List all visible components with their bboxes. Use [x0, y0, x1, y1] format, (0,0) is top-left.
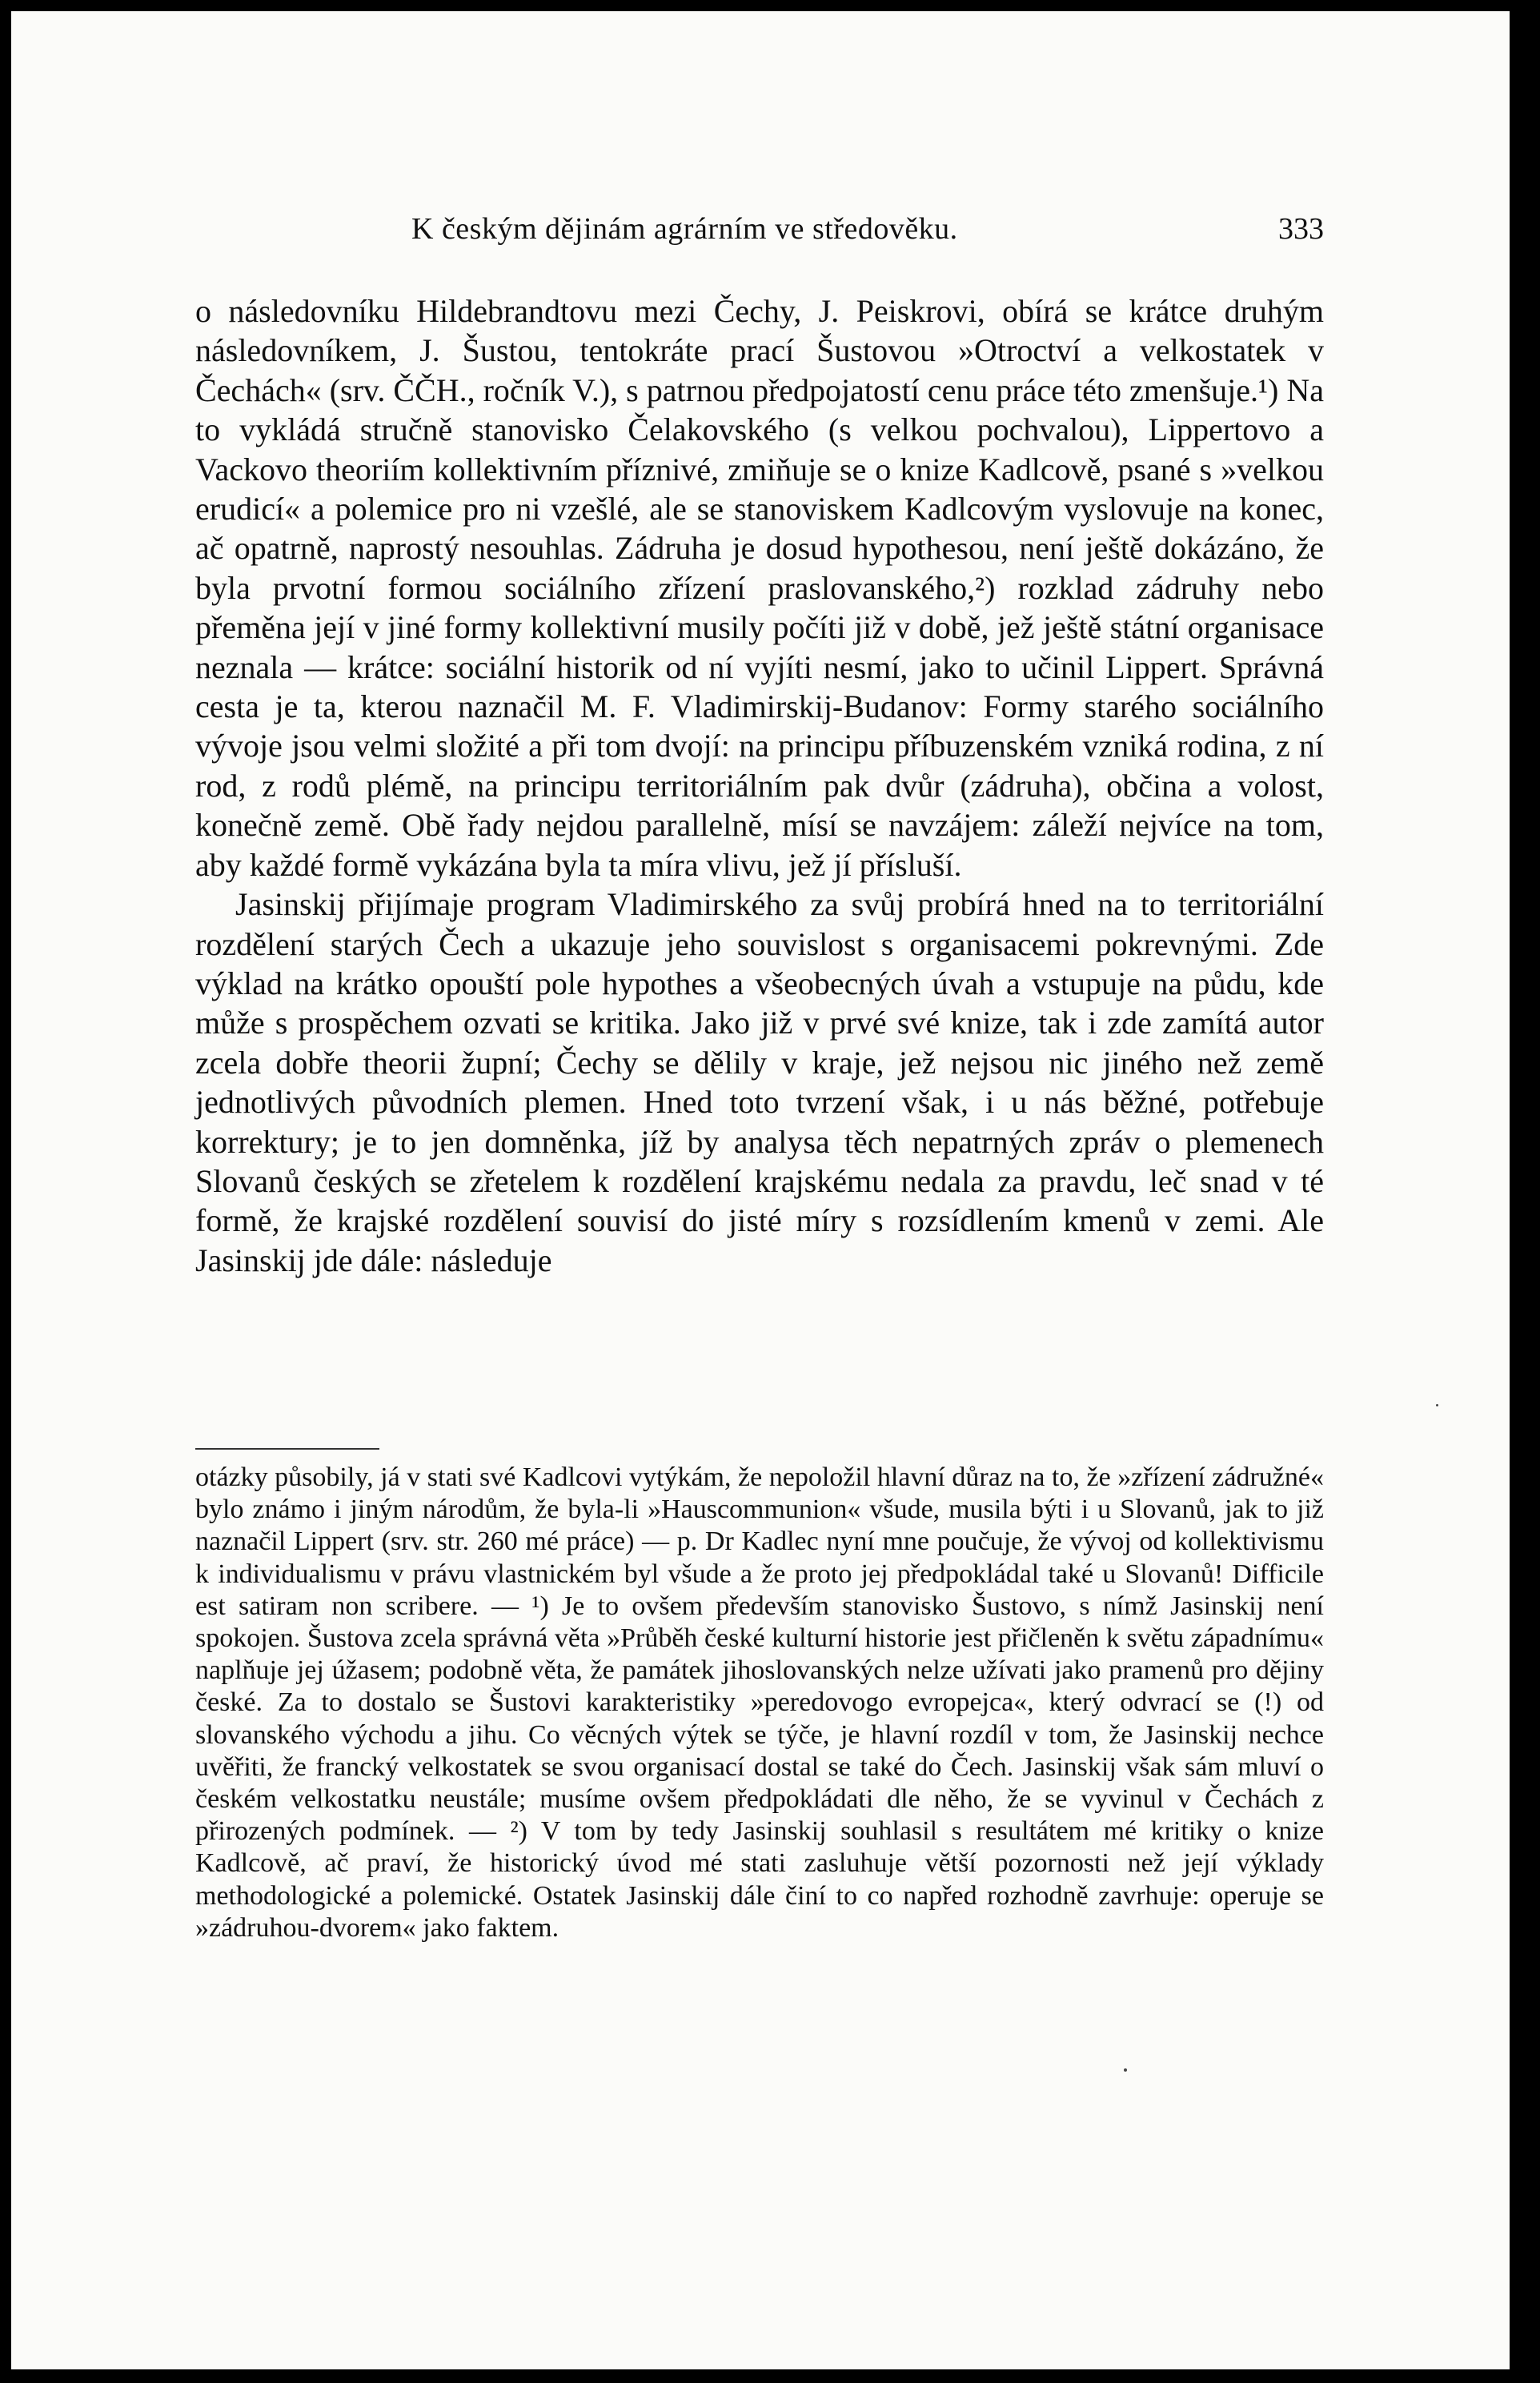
footnote-separator: [195, 1448, 379, 1450]
scanned-page: [11, 11, 1510, 2369]
paragraph-1: o následovníku Hildebrandtovu mezi Čechy, J. Peiskrovi, obírá se krátce druhým následovníkem, J. Šustou, tentokráte prací Šustovou »Otroctví a velkostatek v Čechách« (srv. ČČH., ročník V.), s patrnou předpojatostí cenu práce této zmenšuje.¹) Na to vykládá stručně stanovisko Čelakovského (s velkou pochvalou), Lippertovo a Vackovo theoriím kollektivním příznivé, zmiňuje se o knize Kadlcově, psané s »velkou erudicí« a polemice pro ni vzešlé, ale se stanoviskem Kadlcovým vyslovuje na konec, ač opatrně, naprostý nesouhlas. Zádruha je dosud hypothesou, není ještě dokázáno, že byla prvotní formou sociálního zřízení praslovanského,²) rozklad zádruhy nebo přeměna její v jiné formy kollektivní musily počíti již v době, jež ještě státní organisace neznala — krátce: sociální historik od ní vyjíti nesmí, jako to učinil Lippert. Správná cesta je ta, kterou naznačil M. F. Vladimirskij-Budanov: Formy starého sociálního vývoje jsou velmi složité a při tom dvojí: na principu příbuzenském vzniká rodina, z ní rod, z rodů plémě, na principu territoriálním pak dvůr (zádruha), občina a volost, konečně země. Obě řady nejdou parallelně, mísí se navzájem: záleží nejvíce na tom, aby každé formě vykázána byla ta míra vlivu, jež jí přísluší.: [195, 293, 1324, 883]
footnotes: [195, 1462, 1324, 1944]
footnote-text: otázky působily, já v stati své Kadlcovi vytýkám, že nepoložil hlavní důraz na to, že »zřízení zádružné« bylo známo i jiným národům, že byla-li »Hauscommunion« všude, musila býti i u Slovanů, jak to již naznačil Lippert (srv. str. 260 mé práce) — p. Dr Kadlec nyní mne poučuje, že vývoj od kollektivismu k individualismu v právu vlastnickém byl všude a že proto jej předpokládal také u Slovanů! Difficile est satiram non scribere. — ¹) Je to ovšem především stanovisko Šustovo, s nímž Jasinskij není spokojen. Šustova zcela správná věta »Průběh české kulturní historie jest přičleněn k světu západnímu« naplňuje jej úžasem; podobně věta, že památek jihoslovanských nelze užívati jako pramenů pro dějiny české. Za to dostalo se Šustovi karakteristiky »peredovogo evropejca«, který odvrací se (!) od slovanského východu a jihu. Co věcných výtek se týče, je hlavní rozdíl v tom, že Jasinskij nechce uvěřiti, že francký velkostatek se svou organisací dostal se také do Čech. Jasinskij však sám mluví o českém velkostatku neustále; musíme ovšem předpokládati dle něho, že se vyvinul v Čechách z přirozených podmínek. — ²) V tom by tedy Jasinskij souhlasil s resultátem mé kritiky o knize Kadlcově, ač praví, že historický úvod mé stati zasluhuje větší pozornosti než její výklady methodologické a polemické. Ostatek Jasinskij dále činí to co napřed rozhodně zavrhuje: operuje se »zádruhou-dvorem« jako faktem.: [195, 1462, 1324, 1943]
main-text: [195, 291, 1324, 1280]
page-number: 333: [1278, 212, 1324, 246]
scan-speck: [1436, 1404, 1438, 1406]
running-title: K českým dějinám agrárním ve středověku.: [411, 212, 958, 246]
scan-speck: [1124, 2068, 1127, 2072]
paragraph-2: Jasinskij přijímaje program Vladimirského za svůj probírá hned na to territoriální rozdělení starých Čech a ukazuje jeho souvislost s organisacemi pokrevnými. Zde výklad na krátko opouští pole hypothes a všeobecných úvah a vstupuje na půdu, kde může s prospěchem ozvati se kritika. Jako již v prvé své knize, tak i zde zamítá autor zcela dobře theorii župní; Čechy se dělily v kraje, jež nejsou nic jiného než země jednotlivých původních plemen. Hned toto tvrzení však, i u nás běžné, potřebuje korrektury; je to jen domněnka, jíž by analysa těch nepatrných zpráv o plemenech Slovanů českých se zřetelem k rozdělení krajskému nedala za pravdu, leč snad v té formě, že krajské rozdělení souvisí do jisté míry s rozsídlením kmenů v zemi. Ale Jasinskij jde dále: následuje: [195, 886, 1324, 1278]
page-header: [195, 211, 1324, 259]
